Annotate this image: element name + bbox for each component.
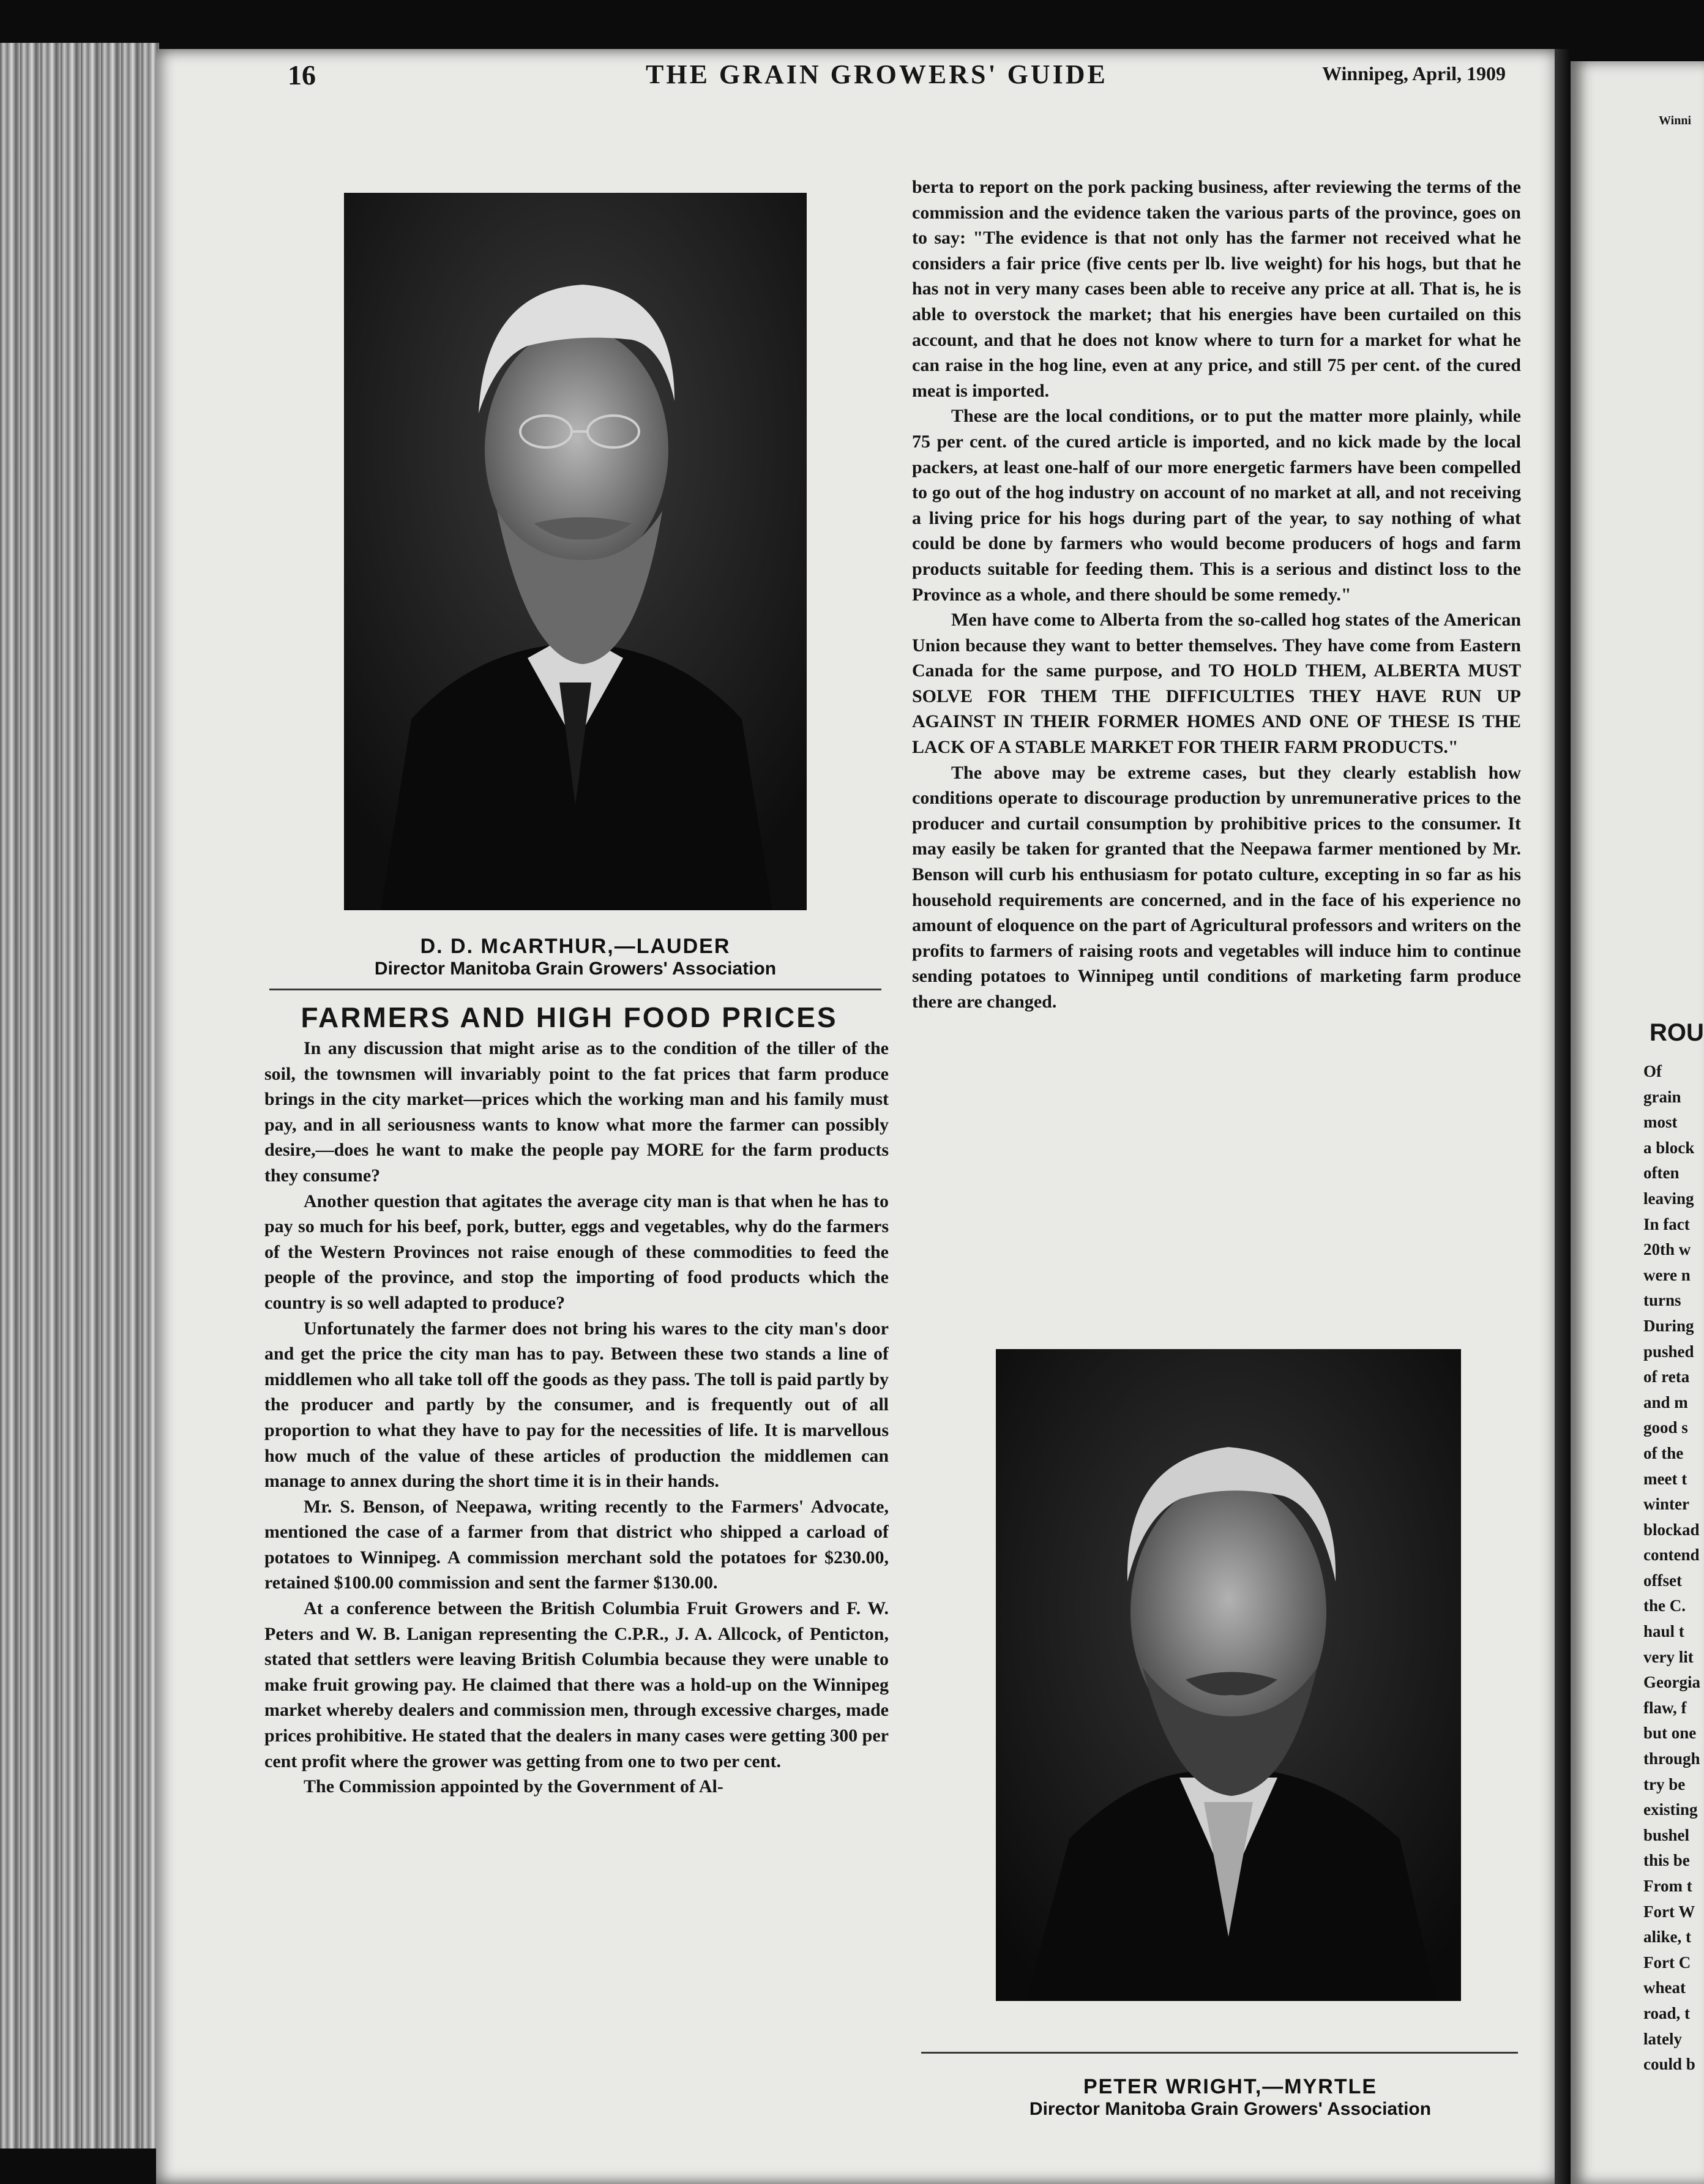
article-paragraph: In any discussion that might arise as to the condition of the tiller of the soil, the townsmen will invariably point to the fat prices that farm produce brings in the city market—prices which the working man and his family must pay, and in all seriousness wants to know what more the farmer can possibly desire,—does he want to make the people pay MORE for the farm products they consume? xyxy=(264,1038,889,1186)
caption-title: Director Manitoba Grain Growers' Association xyxy=(1029,2099,1432,2119)
facing-page-heading: ROU xyxy=(1650,1019,1704,1046)
caption-name: D. D. McARTHUR,—LAUDER xyxy=(420,935,731,958)
caption-mcarthur xyxy=(294,935,857,979)
facing-page-line: bushel xyxy=(1643,1825,1690,1844)
facing-page-line: contend xyxy=(1643,1546,1700,1565)
publication-title: THE GRAIN GROWERS' GUIDE xyxy=(646,59,1108,89)
article-paragraph: berta to report on the pork packing business, after reviewing the terms of the commission and the evidence taken the various parts of the province, goes on to say: "The evidence is that not only has the farmer not received what he considers a fair price (five cents per lb. live weight) for his hogs, but that he has not in very many cases been able to receive any price at all. That is, he is able to overstock the market; that his energies have been curtailed on this account, and that he does not know where to turn for a market for what he can raise in the hog line, even at any price, and still 75 per cent. of the cured meat is imported. xyxy=(912,177,1521,401)
facing-page-line: the C. xyxy=(1643,1596,1686,1615)
stacked-page-edges xyxy=(0,43,159,2148)
facing-page-line: this be xyxy=(1643,1851,1690,1870)
facing-page-line: grain xyxy=(1643,1087,1681,1106)
facing-page-line: In fact xyxy=(1643,1214,1690,1233)
facing-page-line: haul t xyxy=(1643,1622,1684,1641)
facing-page-line: were n xyxy=(1643,1265,1691,1284)
facing-page-line: of the xyxy=(1643,1443,1684,1462)
facing-page-line: From t xyxy=(1643,1877,1692,1895)
facing-page-line: could b xyxy=(1643,2055,1695,2074)
book-gutter xyxy=(1555,49,1571,2184)
article-paragraph: Unfortunately the farmer does not bring his wares to the city man's door and get the price the city man has to pay. Between these two stands a line of middlemen who all take toll off the goods as they pass. The toll is paid partly by the producer and partly by the consumer, and is frequently out of all proportion to what they have to pay for the necessities of life. It is marvellous how much of the value of these articles of production the middlemen can manage to annex during the short time it is in their hands. xyxy=(264,1318,889,1492)
facing-page-line: meet t xyxy=(1643,1469,1687,1488)
facing-page-line: try be xyxy=(1643,1774,1686,1793)
facing-page-line: alike, t xyxy=(1643,1928,1691,1947)
article-paragraph: Men have come to Alberta from the so-called hog states of the American Union because they want to better themselves. They have come from Eastern Canada for the same purpose, and TO HOLD THEM, ALBERTA MUST SOLVE FOR THEM THE DIFFICULTIES THEY HAVE RUN UP AGAINST IN THEIR FORMER HOMES AND ONE OF THESE IS THE LACK OF A STABLE MARKET FOR THEIR FARM PRODUCTS." xyxy=(912,610,1521,758)
facing-page-line: a block xyxy=(1643,1138,1695,1157)
running-head xyxy=(135,59,1518,102)
dateline: Winnipeg, April, 1909 xyxy=(1322,62,1506,84)
article-paragraph: At a conference between the British Columbia Fruit Growers and F. W. Peters and W. B. Lanigan representing the C.P.R., J. A. Allcock, of Penticton, stated that settlers were leaving British Columbia because they were unable to make fruit growing pay. He claimed that there was a hold-up on the Winnipeg market whereby dealers and commission men, through excessive charges, made prices prohibitive. He stated that the dealers in many cases were getting 300 per cent profit where the grower was getting from one to two per cent. xyxy=(264,1598,889,1771)
facing-page-line: and m xyxy=(1643,1393,1688,1412)
facing-page-line: During xyxy=(1643,1316,1694,1335)
facing-page-line: Fort C xyxy=(1643,1953,1691,1972)
facing-page-line: flaw, f xyxy=(1643,1698,1687,1717)
article-paragraph: Mr. S. Benson, of Neepawa, writing recently to the Farmers' Advocate, mentioned the case of a farmer from that district who shipped a carload of potatoes to Winnipeg. A commission merchant sold the potatoes for $230.00, retained $100.00 commission and sent the farmer $130.00. xyxy=(264,1496,889,1593)
facing-page-line: road, t xyxy=(1643,2003,1691,2022)
facing-page-line: very lit xyxy=(1643,1647,1694,1666)
facing-page-line: 20th w xyxy=(1643,1240,1691,1259)
caption-rule xyxy=(269,989,881,990)
caption-wright xyxy=(943,2075,1518,2120)
facing-page-text xyxy=(1643,1059,1704,2077)
facing-page-line: through xyxy=(1643,1749,1700,1768)
article-paragraph: The Commission appointed by the Government of Al- xyxy=(304,1776,723,1797)
facing-page-line: lately xyxy=(1643,2029,1682,2048)
portrait-wright-image xyxy=(996,1349,1461,2001)
facing-page-line: of reta xyxy=(1643,1367,1690,1386)
article-paragraph: The above may be extreme cases, but they clearly establish how conditions operate to discourage production by unremunerative prices to the producer and curtail consumption by prohibitive prices to the consumer. It may easily be taken for granted that the Neepawa farmer mentioned by Mr. Benson will curb his enthusiasm for potato culture, excepting in so far as his household requirements are concerned, and in the face of his experience no amount of eloquence on the part of Agricultural professors and writers on the profits to farmers of raising roots and vegetables will induce him to continue sending potatoes to Winnipeg until conditions of marketing farm produce there are changed. xyxy=(912,762,1521,1012)
facing-page-line: good s xyxy=(1643,1418,1688,1437)
page-number: 16 xyxy=(288,59,316,91)
facing-page-line: pushed xyxy=(1643,1342,1694,1361)
caption-title: Director Manitoba Grain Growers' Association xyxy=(374,959,777,979)
facing-page-line: wheat xyxy=(1643,1978,1686,1997)
facing-page-line: Georgia xyxy=(1643,1673,1700,1692)
portrait-wright xyxy=(996,1349,1461,2001)
facing-page-line: offset xyxy=(1643,1571,1682,1590)
lower-caption-rule xyxy=(921,2052,1518,2054)
facing-page-line: winter xyxy=(1643,1495,1689,1514)
facing-page-header: Winni xyxy=(1659,114,1691,127)
article-paragraph: Another question that agitates the average city man is that when he has to pay so much for his beef, pork, butter, eggs and vegetables, why do the farmers of the Western Provinces not raise enough of these commodities to feed the people of the province, and stop the importing of food products which the country is so well adapted to produce? xyxy=(264,1191,889,1313)
facing-page-line: turns xyxy=(1643,1291,1681,1310)
article-paragraph: These are the local conditions, or to put the matter more plainly, while 75 per cent. of the cured article is imported, and no kick made by the local packers, at least one-half of our more energetic farmers have been compelled to go out of the hog industry on account of no market at all, and not receiving a living price for his hogs during part of the year, to say nothing of what could be done by farmers who would become producers of hogs and farm products suitable for feeding them. This is a serious and distinct loss to the Province as a whole, and there should be some remedy." xyxy=(912,406,1521,605)
article-headline: FARMERS AND HIGH FOOD PRICES xyxy=(301,1001,838,1033)
article-left-column xyxy=(264,1036,889,2162)
facing-page-line: existing xyxy=(1643,1800,1698,1819)
portrait-mcarthur xyxy=(344,193,807,910)
facing-page-line: most xyxy=(1643,1113,1678,1132)
facing-page-line: Fort W xyxy=(1643,1902,1695,1921)
facing-page-line: Of xyxy=(1643,1062,1662,1080)
article-right-column xyxy=(912,174,1521,1337)
caption-name: PETER WRIGHT,—MYRTLE xyxy=(1083,2075,1378,2098)
facing-page-line: blockad xyxy=(1643,1520,1700,1539)
facing-page-line: but one xyxy=(1643,1724,1697,1743)
facing-page-line: often xyxy=(1643,1164,1680,1183)
portrait-mcarthur-image xyxy=(344,193,807,910)
facing-page-line: leaving xyxy=(1643,1189,1694,1208)
